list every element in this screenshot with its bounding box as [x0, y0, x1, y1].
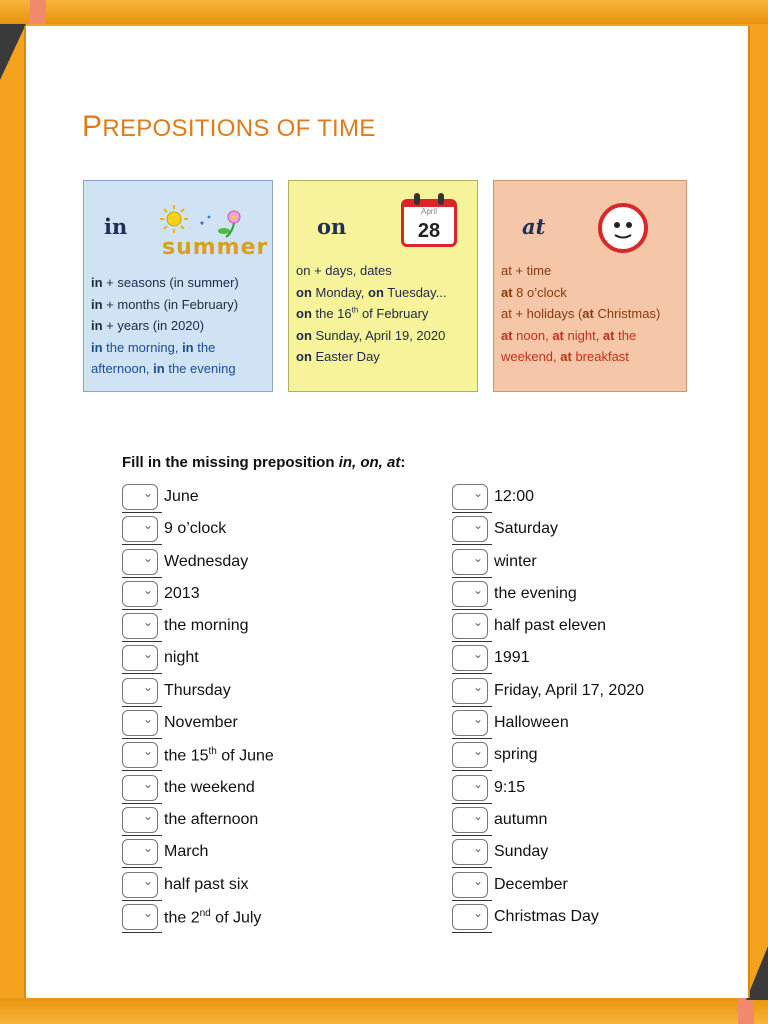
- card-on-line: on the 16th of February: [296, 305, 429, 321]
- preposition-select[interactable]: [452, 645, 488, 671]
- exercise-item-text: Thursday: [164, 681, 231, 699]
- answer-underline: [122, 835, 162, 836]
- preposition-select[interactable]: [122, 678, 158, 704]
- pencil-tip-icon: [0, 24, 26, 80]
- exercise-item-text: 9 o’clock: [164, 520, 227, 538]
- preposition-select[interactable]: [122, 710, 158, 736]
- page-title: PREPOSITIONS OF TIME: [82, 110, 376, 143]
- card-in: [83, 180, 273, 392]
- preposition-select[interactable]: [452, 549, 488, 575]
- answer-underline: [452, 641, 492, 642]
- preposition-select[interactable]: [122, 645, 158, 671]
- preposition-select[interactable]: [452, 742, 488, 768]
- preposition-select[interactable]: [122, 839, 158, 865]
- preposition-select[interactable]: [122, 742, 158, 768]
- answer-underline: [122, 577, 162, 578]
- exercise-item-text: night: [164, 649, 199, 667]
- exercise-item-text: the evening: [494, 584, 577, 602]
- exercise-item-text: March: [164, 843, 209, 861]
- pencil-eraser-icon: [30, 0, 46, 24]
- exercise-item-text: winter: [494, 552, 537, 570]
- preposition-select[interactable]: [122, 516, 158, 542]
- exercise-item-text: 1991: [494, 649, 530, 667]
- card-in-line: in the morning, in the: [91, 339, 216, 355]
- preposition-select[interactable]: [122, 807, 158, 833]
- pencil-frame-bottom: [0, 998, 768, 1024]
- card-in-line: afternoon, in the evening: [91, 361, 236, 376]
- preposition-select[interactable]: [452, 807, 488, 833]
- answer-underline: [122, 609, 162, 610]
- card-on: [288, 180, 478, 392]
- exercise-item-text: the weekend: [164, 778, 255, 796]
- answer-underline: [452, 706, 492, 707]
- exercise-item-text: Wednesday: [164, 552, 249, 570]
- answer-underline: [452, 835, 492, 836]
- preposition-select[interactable]: [452, 484, 488, 510]
- exercise-item-text: autumn: [494, 810, 548, 828]
- pencil-eraser-icon: [738, 998, 754, 1024]
- answer-underline: [452, 673, 492, 674]
- preposition-select[interactable]: [452, 872, 488, 898]
- answer-underline: [122, 803, 162, 804]
- answer-underline: [452, 577, 492, 578]
- card-in-line: in + years (in 2020): [91, 318, 205, 333]
- preposition-select[interactable]: [452, 581, 488, 607]
- exercise-item-text: the 15th of June: [164, 746, 274, 765]
- card-at-line: weekend, at breakfast: [501, 349, 629, 364]
- card-on-line: on Monday, on Tuesday...: [296, 284, 447, 300]
- exercise-item-text: Christmas Day: [494, 907, 599, 925]
- card-at-label: at: [522, 214, 546, 239]
- exercise-item-text: the 2nd of July: [164, 907, 262, 927]
- answer-underline: [122, 673, 162, 674]
- exercise-item-text: spring: [494, 746, 538, 764]
- card-at-line: at + time: [501, 263, 552, 278]
- answer-underline: [452, 803, 492, 804]
- preposition-select[interactable]: [122, 613, 158, 639]
- answer-underline: [122, 738, 162, 739]
- card-on-line: on Easter Day: [296, 349, 380, 364]
- answer-underline: [452, 512, 492, 513]
- exercise-item-text: the morning: [164, 617, 249, 635]
- card-on-label: on: [317, 214, 347, 239]
- preposition-select[interactable]: [122, 484, 158, 510]
- preposition-select[interactable]: [452, 904, 488, 930]
- card-in-label: in: [104, 214, 128, 239]
- preposition-select[interactable]: [452, 775, 488, 801]
- summer-word: summer: [162, 235, 269, 260]
- exercise-item-text: Saturday: [494, 520, 559, 538]
- preposition-select[interactable]: [452, 613, 488, 639]
- card-on-header: [289, 181, 477, 273]
- exercise-item-text: Friday, April 17, 2020: [494, 681, 645, 699]
- answer-underline: [122, 900, 162, 901]
- answer-underline: [452, 867, 492, 868]
- preposition-select[interactable]: [122, 872, 158, 898]
- answer-underline: [122, 770, 162, 771]
- preposition-select[interactable]: [452, 516, 488, 542]
- exercise-item-text: December: [494, 875, 568, 893]
- preposition-select[interactable]: [452, 678, 488, 704]
- card-at-line: at + holidays (at Christmas): [501, 306, 661, 321]
- answer-underline: [122, 932, 162, 933]
- answer-underline: [122, 544, 162, 545]
- preposition-select[interactable]: [452, 710, 488, 736]
- exercise-item-text: November: [164, 714, 238, 732]
- worksheet-page: [24, 26, 750, 998]
- exercise-item-text: half past eleven: [494, 617, 607, 635]
- preposition-select[interactable]: [122, 904, 158, 930]
- exercise-item-text: Halloween: [494, 714, 569, 732]
- exercise-item-text: 12:00: [494, 488, 535, 505]
- answer-underline: [452, 544, 492, 545]
- alarm-clock-icon: [598, 203, 648, 253]
- preposition-select[interactable]: [122, 775, 158, 801]
- answer-underline: [452, 738, 492, 739]
- preposition-select[interactable]: [122, 581, 158, 607]
- exercise-instructions: Fill in the missing preposition in, on, at:: [122, 454, 406, 471]
- card-at-line: at 8 o’clock: [501, 284, 567, 300]
- exercise-item-text: 9:15: [494, 778, 526, 796]
- summer-icon: [154, 203, 269, 263]
- exercise-item-text: June: [164, 488, 199, 505]
- answer-underline: [452, 900, 492, 901]
- card-at: [493, 180, 687, 392]
- answer-underline: [122, 867, 162, 868]
- card-at-header: [494, 181, 686, 273]
- answer-underline: [122, 641, 162, 642]
- pencil-frame-top: [0, 0, 768, 24]
- card-in-header: [84, 181, 272, 273]
- exercise-item-text: Sunday: [494, 843, 549, 861]
- answer-underline: [122, 706, 162, 707]
- clock-face-icon: [602, 207, 644, 249]
- exercise-item-text: 2013: [164, 584, 200, 602]
- answer-underline: [452, 932, 492, 933]
- answer-underline: [122, 512, 162, 513]
- preposition-select[interactable]: [452, 839, 488, 865]
- card-at-line: at noon, at night, at the: [501, 327, 637, 343]
- card-in-line: in + months (in February): [91, 296, 239, 312]
- calendar-icon: April 28: [401, 199, 457, 247]
- exercise-item-text: half past six: [164, 875, 249, 893]
- preposition-select[interactable]: [122, 549, 158, 575]
- card-in-line: in + seasons (in summer): [91, 275, 239, 290]
- card-on-line: on Sunday, April 19, 2020: [296, 327, 446, 343]
- exercise-item-text: the afternoon: [164, 810, 259, 828]
- answer-underline: [452, 609, 492, 610]
- card-on-line: on + days, dates: [296, 263, 392, 278]
- answer-underline: [452, 770, 492, 771]
